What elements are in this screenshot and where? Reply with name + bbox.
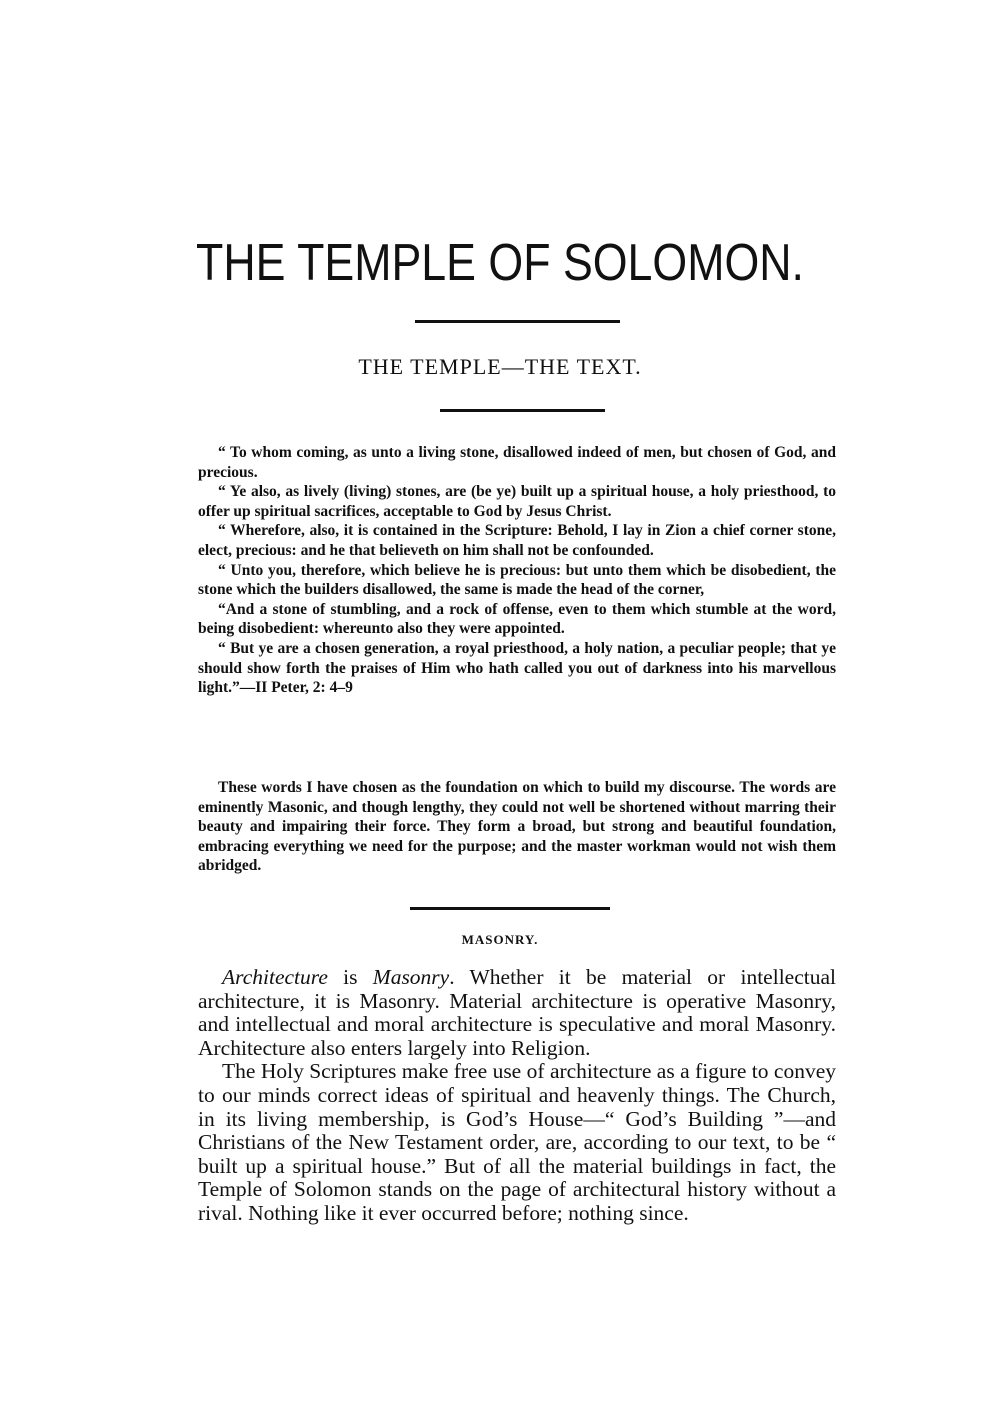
italic-masonry: Masonry [372,965,450,989]
body-text-fragment: . Whether it be material or intellectual architecture, it is Masonry. Material architecture is operative Masonry, and intellectual and moral architecture is speculative and moral Masonry. Architecture also enters largely into Religion. [198,965,836,1060]
body-paragraph-2: The Holy Scriptures make free use of architecture as a figure to convey to our minds correct ideas of spiritual and heavenly things. The Church, in its living membership, is God’s House—“ God’s Building ”—and Christians of the New Testament order, are, according to our text, to be “ built up a spiritual house.” But of all the material buildings in fact, the Temple of Solomon stands on the page of architectural history without a rival. Nothing like it ever occurred before; nothing since. [198,1059,836,1225]
quote-paragraph: “ Ye also, as lively (living) stones, are (be ye) built up a spiritual house, a holy priesthood, to offer up spiritual sacrifices, acceptable to God by Jesus Christ. [198,483,836,520]
body-paragraph-1 [198,966,836,1060]
section-title: THE TEMPLE—THE TEXT. [358,354,642,379]
masonry-heading: MASONRY. [461,932,539,947]
masonry-divider [410,907,610,910]
quote-paragraph: “And a stone of stumbling, and a rock of offense, even to them which stumble at the word, being disobedient: whereunto also they were appointed. [198,600,836,638]
quote-paragraph: “ But ye are a chosen generation, a royal priesthood, a holy nation, a peculiar people; that ye should show forth the praises of Him who hath called you out of darkness into his marvellous light.”—II Peter, 2: 4–9 [198,639,836,697]
quote-paragraph: “ Unto you, therefore, which believe he is precious: but unto them which be disobedient, the stone which the builders disallowed, the same is made the head of the corner, [198,561,836,599]
quote-paragraph: “ Wherefore, also, it is contained in the Scripture: Behold, I lay in Zion a chief corner stone, elect, precious: and he that believeth on him shall not be confounded. [198,522,836,559]
italic-architecture: Architecture [222,965,328,989]
quote-paragraph: “ To whom coming, as unto a living stone, disallowed indeed of men, but chosen of God, and precious. [198,444,836,481]
page-title: THE TEMPLE OF SOLOMON. [196,234,804,292]
title-divider [415,320,620,323]
body-text [198,966,836,1226]
body-text-fragment: is [327,965,373,989]
commentary-paragraph: These words I have chosen as the foundation on which to build my discourse. The words are eminently Masonic, and though lengthy, they could not well be shortened without marring their beauty and impairing their force. They form a broad, but strong and beautiful foundation, embracing everything we need for the purpose; and the master workman would not wish them abridged. [198,779,836,875]
section-divider [440,409,605,412]
scripture-quote-block [198,443,836,698]
